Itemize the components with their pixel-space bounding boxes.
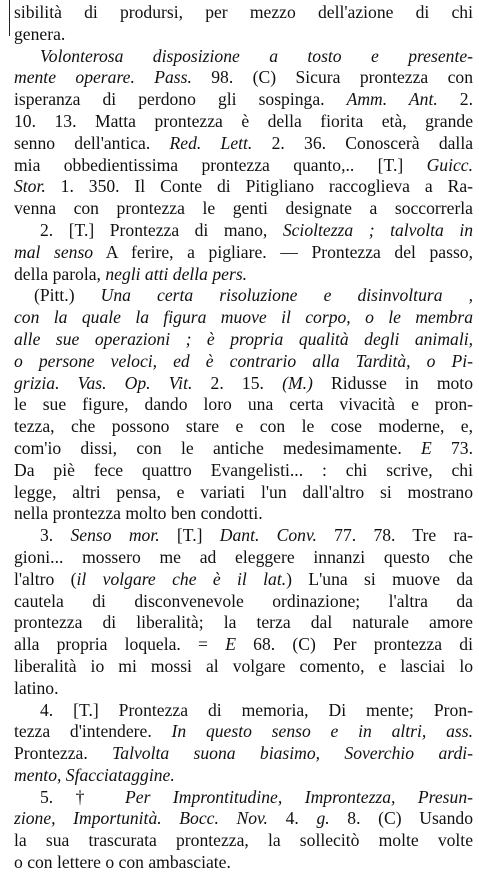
text-segment: tezza d'intendere. [14, 721, 172, 742]
text-line [14, 700, 473, 722]
italic-segment: Stor. [14, 176, 46, 197]
italic-segment: o persone veloci, ed è contrario alla Tardità, o Pi- [14, 350, 473, 371]
italic-segment: zione, Importunità. Bocc. Nov. [14, 808, 268, 829]
italic-segment: Per Improntitudine, Improntezza, Presun- [125, 786, 473, 807]
text-segment: l'altro ( [14, 568, 77, 589]
text-line [14, 634, 473, 656]
text-line [14, 852, 473, 874]
italic-segment: grizia. Vas. Op. Vit. [14, 372, 193, 393]
text-segment: genera. [14, 23, 66, 44]
text-segment: Ridusse in moto [312, 372, 473, 393]
text-segment: alla propria loquela. = [14, 634, 226, 655]
text-segment: nella prontezza molto ben condotti. [14, 503, 263, 524]
text-line [14, 67, 473, 89]
text-line [14, 416, 473, 438]
text-line [14, 569, 473, 591]
text-line [14, 264, 473, 286]
entry-text [14, 2, 473, 874]
italic-segment: Una certa risoluzione e disinvoltura , [100, 285, 473, 306]
text-segment: (Pitt.) [34, 285, 101, 306]
text-line [14, 394, 473, 416]
text-line [14, 503, 473, 525]
italic-segment: Senso mor. [70, 525, 160, 546]
text-line [14, 307, 473, 329]
text-line [14, 547, 473, 569]
text-segment: 3. [40, 525, 71, 546]
italic-segment: g. [316, 808, 330, 829]
text-line [14, 482, 473, 504]
text-segment: venna con prontezza le genti designate a soccorrerla [14, 198, 473, 219]
italic-segment: E [225, 634, 236, 655]
text-line [14, 743, 473, 765]
text-line [14, 285, 473, 307]
text-segment: 2. 36. Conoscerà dalla [252, 132, 473, 153]
italic-segment: Dant. Conv. [219, 525, 317, 546]
margin-rule [9, 0, 10, 36]
text-line [14, 155, 473, 177]
text-line [14, 721, 473, 743]
text-segment: della parola, [14, 263, 106, 284]
text-segment: 68. (C) Per prontezza di [235, 634, 473, 655]
text-line [14, 89, 473, 111]
text-segment: latino. [14, 677, 59, 698]
text-segment: 98. (C) Sicura prontezza con [191, 67, 473, 88]
text-line [14, 242, 473, 264]
text-line [14, 765, 473, 787]
text-line [14, 2, 473, 24]
text-segment: legge, altri pensa, e variati l'un dall'altro si mostrano [14, 481, 473, 502]
italic-segment: (M.) [282, 372, 313, 393]
italic-segment: E [420, 437, 432, 458]
text-segment: liberalità io mi mossi al volgare comento, e lasciai lo [14, 655, 473, 676]
text-line [14, 111, 473, 133]
text-segment: Da piè fece quattro Evangelisti... : chi scrive, chi [14, 459, 473, 480]
text-segment: 8. (C) Usando [329, 808, 473, 829]
text-line [14, 220, 473, 242]
text-line [14, 830, 473, 852]
text-segment: Prontezza. [14, 743, 113, 764]
text-line [14, 787, 473, 809]
text-line [14, 133, 473, 155]
text-segment: la sua trascurata prontezza, la sollecitò molte volte [14, 830, 473, 851]
italic-segment: Scioltezza ; talvolta in [282, 219, 473, 240]
text-line [14, 656, 473, 678]
text-segment: le sue figure, dando loro una certa vivacità e pron- [14, 394, 473, 415]
text-segment: sibilità di prodursi, per mezzo dell'azione di chi [14, 2, 473, 22]
italic-segment: In questo senso e in altri, ass. [171, 721, 473, 742]
text-segment: 2. [437, 89, 473, 110]
text-segment: mia obbedientissima prontezza quanto,.. [T.] [14, 154, 427, 175]
text-segment: 5. † [40, 786, 126, 807]
italic-segment: negli atti della pers. [105, 263, 248, 284]
text-segment: gioni... mossero me ad eleggere innanzi questo che [14, 546, 473, 567]
text-segment: cautela di disconvenevole ordinazione; l'altra da [14, 590, 473, 611]
text-line [14, 351, 473, 373]
text-line [14, 329, 473, 351]
text-segment: ) L'una si muove da [286, 568, 473, 589]
text-segment: 10. 13. Matta prontezza è della fiorita età, grande [14, 110, 473, 131]
italic-segment: Amm. Ant. [346, 89, 438, 110]
text-segment: 4. [T.] Prontezza di memoria, Di mente; Pron- [40, 699, 473, 720]
italic-segment: Talvolta suona biasimo, Soverchio ardi- [112, 743, 473, 764]
text-line [14, 525, 473, 547]
italic-segment: mente operare. Pass. [14, 67, 192, 88]
text-segment: [T.] [159, 525, 220, 546]
text-line [14, 612, 473, 634]
italic-segment: il volgare che è il lat. [76, 568, 287, 589]
text-segment: o con lettere o con ambasciate. [14, 852, 231, 873]
italic-segment: mal senso [14, 241, 94, 262]
text-line [14, 460, 473, 482]
text-segment: 73. [431, 437, 473, 458]
text-segment: 77. 78. Tre ra- [316, 525, 473, 546]
text-segment: 2. [T.] Prontezza di mano, [40, 219, 283, 240]
italic-segment: Guicc. [426, 154, 473, 175]
text-line [14, 373, 473, 395]
text-line [14, 176, 473, 198]
text-line [14, 46, 473, 68]
text-segment: 1. 350. Il Conte di Pitigliano raccoglieva a Ra- [45, 176, 473, 197]
text-line [14, 198, 473, 220]
italic-segment: con la quale la figura muove il corpo, o le membra [14, 307, 473, 328]
text-segment: com'io dissi, con le antiche medesimamente. [14, 437, 421, 458]
text-line [14, 678, 473, 700]
text-segment: tezza, che possono stare e con le cose moderne, e, [14, 416, 473, 437]
italic-segment: Red. Lett. [169, 132, 253, 153]
text-segment: isperanza di perdono gli sospinga. [14, 89, 347, 110]
italic-segment: mento, Sfacciataggine. [14, 764, 175, 785]
text-segment: senno dell'antica. [14, 132, 170, 153]
italic-segment: alle sue operazioni ; è propria qualità degli animali, [14, 328, 473, 349]
text-line [14, 24, 473, 46]
text-segment: prontezza di liberalità; la terza dal naturale amore [14, 612, 473, 633]
text-line [14, 808, 473, 830]
text-segment: A ferire, a pigliare. — Prontezza del passo, [93, 241, 473, 262]
text-line [14, 591, 473, 613]
italic-segment: Volonterosa disposizione a tosto e presente- [40, 45, 473, 66]
text-segment: 4. [267, 808, 317, 829]
text-line [14, 438, 473, 460]
text-segment: 2. 15. [192, 372, 283, 393]
